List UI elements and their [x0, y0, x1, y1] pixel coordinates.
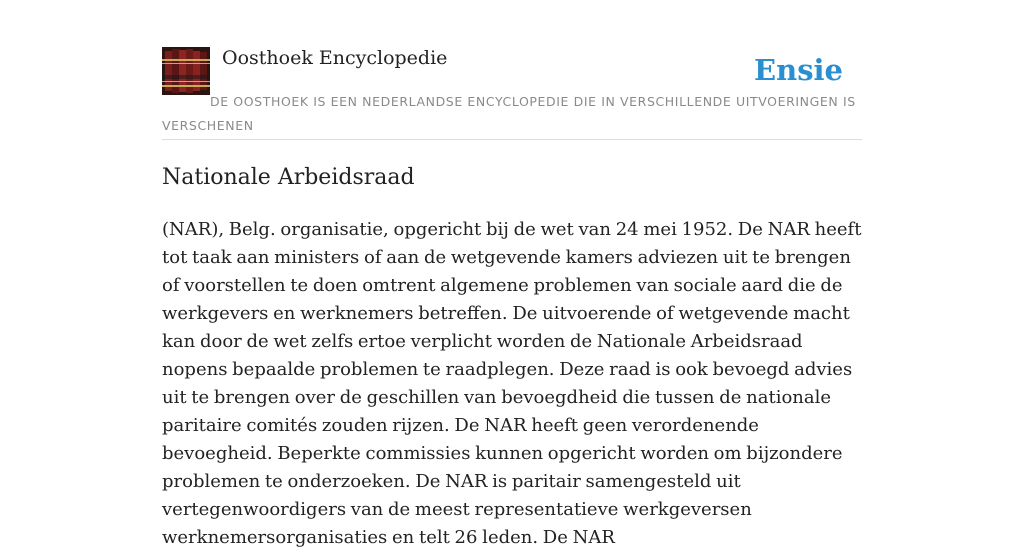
brand-logo[interactable]: Ensie [754, 53, 843, 87]
books-icon [162, 47, 210, 95]
site-tagline: DE OOSTHOEK IS EEN NEDERLANDSE ENCYCLOPEDIE DIE IN VERSCHILLENDE UITVOERINGEN IS VERSCHENEN [162, 94, 856, 133]
article-title: Nationale Arbeidsraad [162, 165, 415, 190]
article-body: (NAR), Belg. organisatie, opgericht bij de wet van 24 mei 1952. De NAR heeft tot taak aan ministers of aan de wetgevende kamers adviezen uit te brengen of voorstellen te doen omtrent algemene problemen van sociale aard die de werkgevers en werknemers betreffen. De uitvoerende of wetgevende macht kan door de wet zelfs ertoe verplicht worden de Nationale Arbeidsraad nopens bepaalde problemen te raadplegen. Deze raad is ook bevoegd advies uit te brengen over de geschillen van bevoegdheid die tussen de nationale paritaire comités zouden rijzen. De NAR heeft geen verordenende bevoegheid. Beperkte commissies kunnen opgericht worden om bijzondere problemen te onderzoeken. De NAR is paritair samengesteld uit vertegenwoordigers van de meest representatieve werkgeversen werknemersorganisaties en telt 26 leden. De NAR [162, 219, 862, 548]
header-divider [162, 139, 862, 140]
site-name[interactable]: Oosthoek Encyclopedie [222, 47, 448, 69]
avatar[interactable] [162, 47, 210, 95]
